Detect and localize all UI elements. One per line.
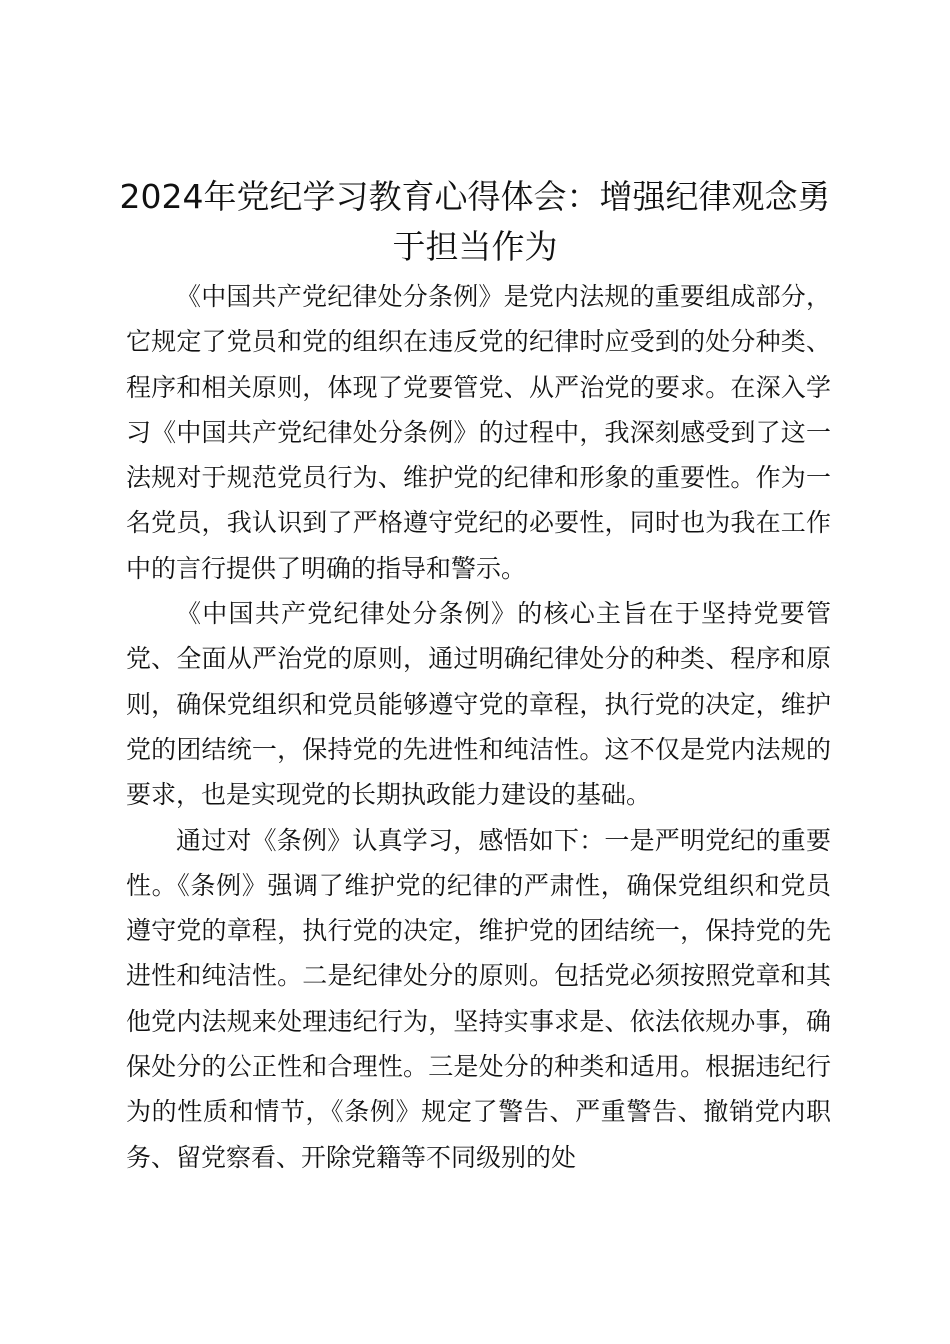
document-title: 2024年党纪学习教育心得体会：增强纪律观念勇于担当作为 xyxy=(119,177,831,266)
paragraph-2: 《中国共产党纪律处分条例》的核心主旨在于坚持党要管党、全面从严治党的原则，通过明确纪律处分的种类、程序和原则，确保党组织和党员能够遵守党的章程，执行党的决定，维护党的团结统一，保持党的先进性和纯洁性。这不仅是党内法规的要求，也是实现党的长期执政能力建设的基础。 xyxy=(126,599,831,810)
paragraph-1: 《中国共产党纪律处分条例》是党内法规的重要组成部分，它规定了党员和党的组织在违反党的纪律时应受到的处分种类、程序和相关原则，体现了党要管党、从严治党的要求。在深入学习《中国共产党纪律处分条例》的过程中，我深刻感受到了这一法规对于规范党员行为、维护党的纪律和形象的重要性。作为一名党员，我认识到了严格遵守党纪的必要性，同时也为我在工作中的言行提供了明确的指导和警示。 xyxy=(126,282,831,583)
document-body xyxy=(126,274,831,1180)
paragraph-3: 通过对《条例》认真学习，感悟如下：一是严明党纪的重要性。《条例》强调了维护党的纪律的严肃性，确保党组织和党员遵守党的章程，执行党的决定，维护党的团结统一，保持党的先进性和纯洁性。二是纪律处分的原则。包括党必须按照党章和其他党内法规来处理违纪行为，坚持实事求是、依法依规办事，确保处分的公正性和合理性。三是处分的种类和适用。根据违纪行为的性质和情节，《条例》规定了警告、严重警告、撤销党内职务、留党察看、开除党籍等不同级别的处 xyxy=(126,825,831,1172)
